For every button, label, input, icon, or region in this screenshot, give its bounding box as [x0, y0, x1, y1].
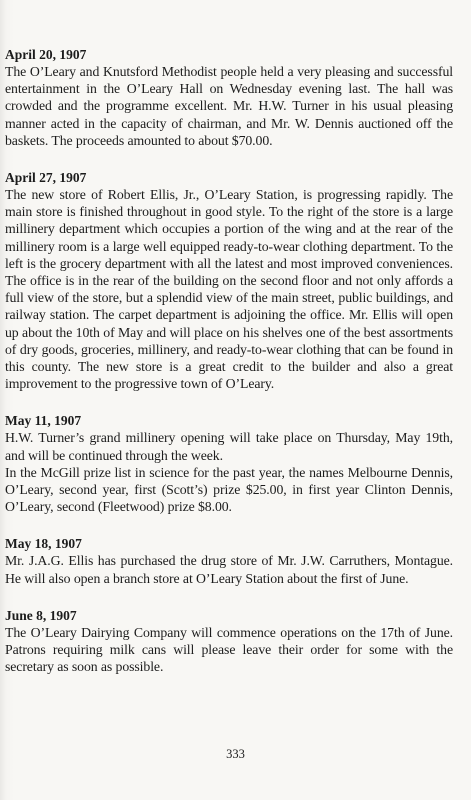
- page-content: [5, 46, 453, 695]
- entry-text: The O’Leary and Knutsford Methodist people held a very pleasing and successful entertainment in the O’Leary Hall on Wednesday evening last. The hall was crowded and the programme excellent. Mr. H.W. Turner in his usual pleasing manner acted in the capacity of chairman, and Mr. W. Dennis auctioned off the baskets. The proceeds amounted to about $70.00.: [5, 64, 453, 148]
- entry-may-11: [5, 412, 453, 515]
- entry-text: Mr. J.A.G. Ellis has purchased the drug store of Mr. J.W. Carruthers, Montague. He will also open a branch store at O’Leary Station about the first of June.: [5, 553, 453, 586]
- entry-june-8: [5, 607, 453, 676]
- entry-date: June 8, 1907: [5, 607, 77, 623]
- entry-date: April 27, 1907: [5, 170, 87, 186]
- entry-april-27: [5, 169, 453, 392]
- entry-text: In the McGill prize list in science for the past year, the names Melbourne Dennis, O’Leary, second year, first (Scott’s) prize $25.00, in first year Clinton Dennis, O’Leary, second (Fleetwood) prize $8.00.: [5, 464, 453, 515]
- entry-april-20: [5, 46, 453, 149]
- entry-may-18: [5, 535, 453, 586]
- entry-text: The O’Leary Dairying Company will commence operations on the 17th of June. Patrons requiring milk cans will please leave their order for some with the secretary as soon as possible.: [5, 624, 453, 675]
- page-number: 333: [226, 747, 245, 761]
- entry-date: May 18, 1907: [5, 536, 82, 552]
- entry-date: April 20, 1907: [5, 47, 87, 62]
- entry-text: H.W. Turner’s grand millinery opening will take place on Thursday, May 19th, and will be continued through the week.: [5, 430, 453, 463]
- entry-date: May 11, 1907: [5, 413, 82, 429]
- entry-text: The new store of Robert Ellis, Jr., O’Leary Station, is progressing rapidly. The main store is finished throughout in good style. To the right of the store is a large millinery department which occupies a portion of the wing and at the rear of the millinery room is a large well equipped ready-to-wear clothing department. To the left is the grocery department with all the latest and most improved conveniences. The office is in the rear of the building on the second floor and not only affords a full view of the store, but a splendid view of the main street, public buildings, and railway station. The carpet department is adjoining the office. Mr. Ellis will open up about the 10th of May and will place on his shelves one of the best assortments of dry goods, groceries, millinery, and ready-to-wear clothing that can be found in this county. The new store is a great credit to the builder and also a great improvement to the progressive town of O’Leary.: [5, 187, 453, 392]
